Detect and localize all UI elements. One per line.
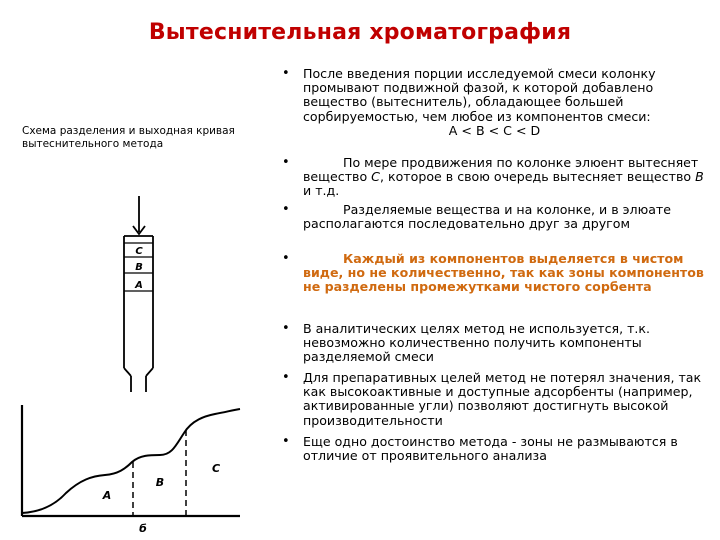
bullet-dot: •: [282, 251, 290, 266]
bullet-item: [274, 435, 714, 463]
figure-caption: Схема разделения и выходная кривая вытеснительного метода: [22, 125, 235, 150]
output-curve: [22, 405, 240, 516]
step-curve: [22, 409, 240, 513]
bullet-list: [274, 67, 714, 463]
substance-c: С: [371, 169, 380, 185]
bullet-dot: •: [282, 202, 290, 217]
bullet-item: [274, 203, 714, 252]
bullet-text: Для препаративных целей метод не потерял значения, так как высокоактивные и доступные адсорбенты (например, активированные угли) позволяют достигнуть высокой производительности: [303, 370, 702, 428]
bullet-text: После введения порции исследуемой смеси колонку промывают подвижной фазой, к которой добавлено вещество (вытеснитель), обладающее большей сорбируемостью, чем любое из компонентов смеси:: [303, 66, 656, 124]
bullet-dot: •: [282, 321, 290, 336]
axis-label: б: [139, 522, 147, 535]
bullet-text-highlighted: Каждый из компонентов выделяется в чистом виде, но не количественно, так как зоны компонентов не разделены промежутками чистого сорбента: [303, 251, 704, 295]
curve-zone-label-b: B: [155, 476, 165, 489]
bullet-text-start: По мере продвижения по колонке элюент вытесняет вещество: [303, 155, 699, 185]
sorption-formula: A < B < C < D: [448, 122, 541, 138]
bullet-text: Еще одно достоинство метода - зоны не размываются в отличие от проявительного анализа: [303, 434, 678, 464]
bullet-item: [274, 252, 714, 322]
bullet-item: [274, 371, 714, 435]
column-zone-label-b: B: [135, 262, 143, 273]
bullet-item: [274, 67, 714, 156]
column-diagram: [124, 196, 153, 392]
bullet-text-mid: , которое в свою очередь вытесняет вещество: [379, 169, 696, 185]
curve-zone-label-c: C: [211, 462, 221, 475]
bullet-dot: •: [282, 66, 290, 81]
bullet-text: Разделяемые вещества и на колонке, и в элюате располагаются последовательно друг за другом: [303, 202, 671, 232]
bullet-text-end: и т.д.: [303, 183, 340, 199]
column-zone-label-c: C: [135, 246, 143, 257]
bullet-dot: •: [282, 370, 290, 385]
slide-title: Вытеснительная хроматография: [148, 20, 572, 45]
bullet-text: В аналитических целях метод не используется, т.к. невозможно количественно получить компоненты разделяемой смеси: [303, 321, 651, 365]
substance-b: В: [695, 169, 704, 185]
column-and-curve-figure: [0, 0, 270, 540]
bullet-item: [274, 322, 714, 371]
curve-zone-label-a: A: [102, 489, 112, 502]
bullet-dot: •: [282, 434, 290, 449]
bullet-item: [274, 156, 714, 203]
column-zone-label-a: A: [135, 280, 143, 291]
bullet-dot: •: [282, 155, 290, 170]
